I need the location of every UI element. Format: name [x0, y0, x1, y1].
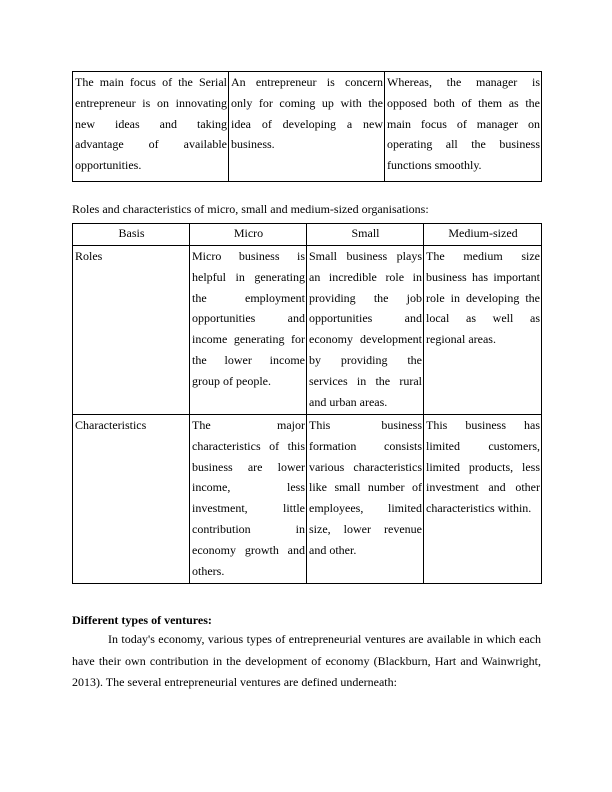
table-row: [73, 72, 542, 182]
body-paragraph: In today's economy, various types of entrepreneurial ventures are available in which each have their own contribution in the development of economy (Blackburn, Hart and Wainwright, 2013). The several entrepreneurial ventures are defined underneath:: [72, 632, 541, 689]
comparison-table: [72, 71, 542, 182]
roles-characteristics-table: [72, 223, 542, 584]
header-medium: Medium-sized: [424, 224, 542, 246]
manager-cell: Whereas, the manager is opposed both of them as the main focus of manager on operating all the business functions smoothly.: [385, 72, 542, 182]
header-basis: Basis: [73, 224, 190, 246]
serial-entrepreneur-cell: The main focus of the Serial entrepreneur is on innovating new ideas and taking advantage of available opportunities.: [73, 72, 229, 182]
table-row: [73, 415, 542, 584]
row-label-roles: Roles: [73, 246, 190, 415]
roles-medium-cell: The medium size business has important role in developing the local as well as regional areas.: [424, 246, 542, 415]
header-small: Small: [307, 224, 424, 246]
header-micro: Micro: [190, 224, 307, 246]
roles-small-cell: Small business plays an incredible role in providing the job opportunities and economy development by providing the services in the rural and urban areas.: [307, 246, 424, 415]
section-heading: Different types of ventures:: [72, 613, 212, 627]
table-caption: Roles and characteristics of micro, small and medium-sized organisations:: [72, 202, 429, 216]
roles-micro-cell: Micro business is helpful in generating the employment opportunities and income generating for the lower income group of people.: [190, 246, 307, 415]
entrepreneur-cell: An entrepreneur is concern only for coming up with the idea of developing a new business.: [229, 72, 385, 182]
characteristics-medium-cell: This business has limited customers, limited products, less investment and other characteristics within.: [424, 415, 542, 584]
header-row: [73, 224, 542, 246]
characteristics-micro-cell: The major characteristics of this business are lower income, less investment, little contribution in economy growth and others.: [190, 415, 307, 584]
row-label-characteristics: Characteristics: [73, 415, 190, 584]
characteristics-small-cell: This business formation consists various characteristics like small number of employees, limited size, lower revenue and other.: [307, 415, 424, 584]
table-row: [73, 246, 542, 415]
